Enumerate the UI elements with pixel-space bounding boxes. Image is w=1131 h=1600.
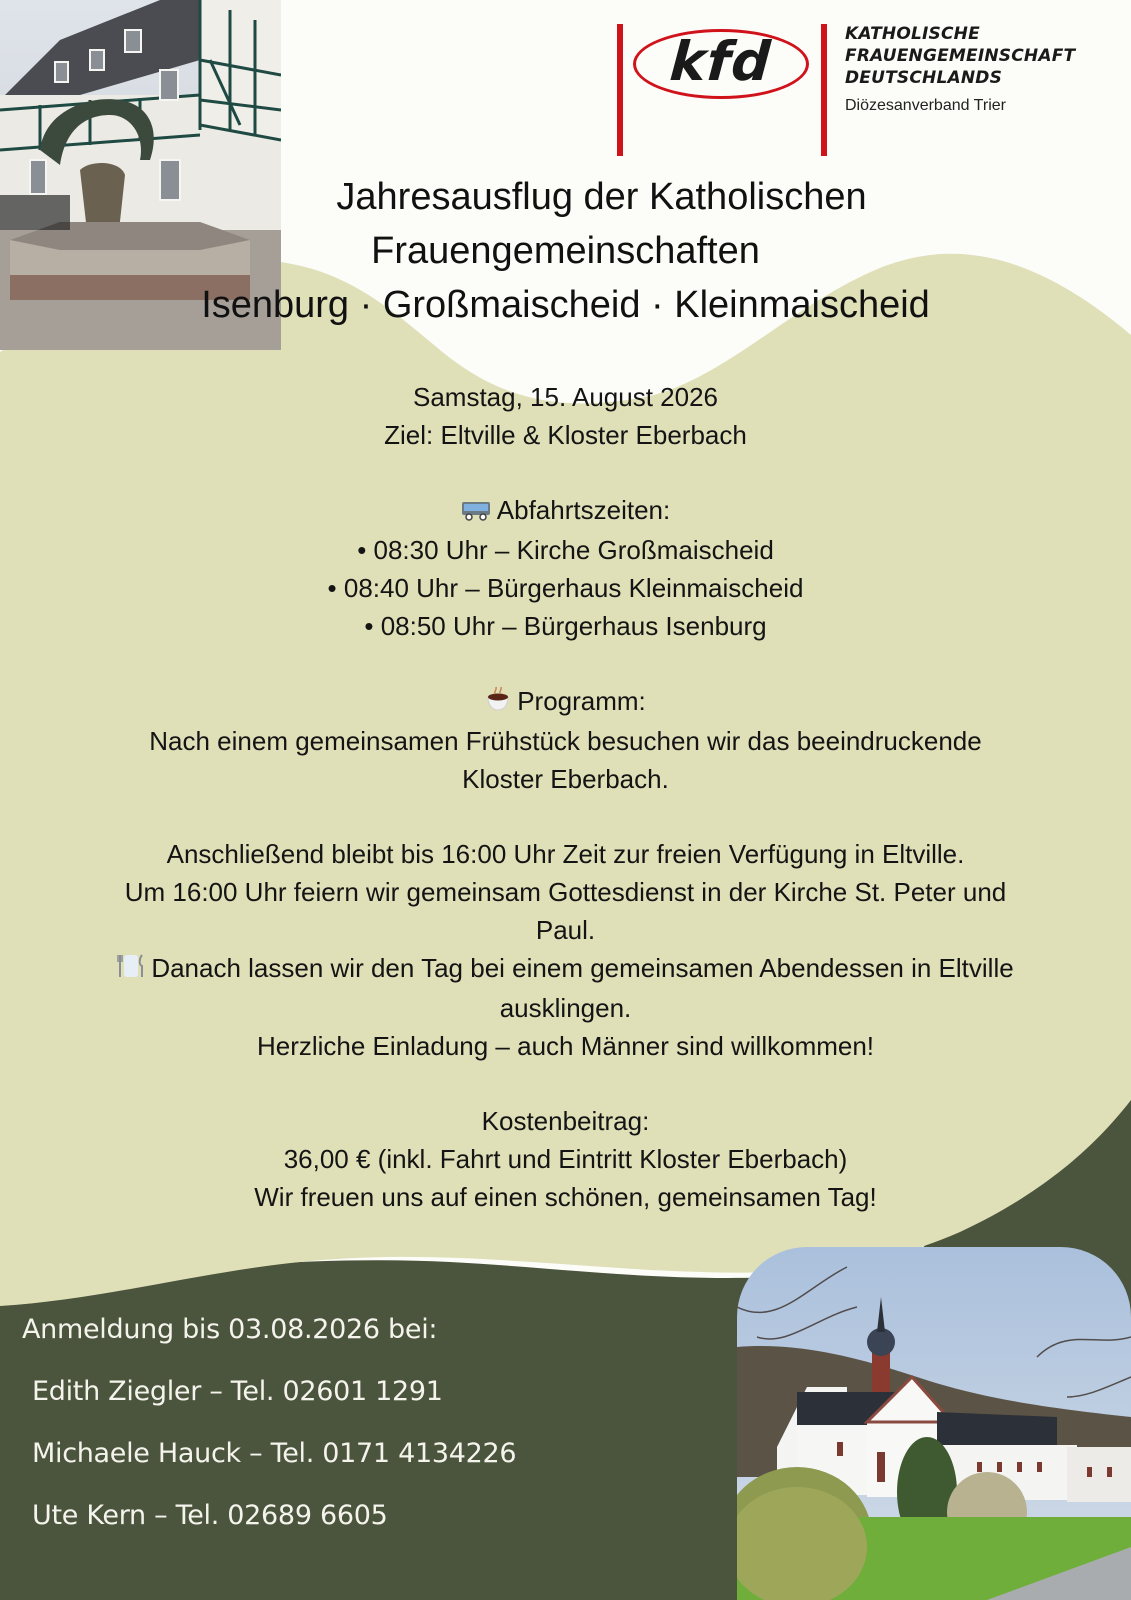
program-intro-line: Kloster Eberbach. (462, 764, 669, 795)
headline-line-3: Isenburg · Großmaischeid · Kleinmaischeid (201, 284, 930, 326)
kloster-eberbach-image (737, 1247, 1131, 1600)
logo-oval (633, 29, 809, 99)
contact-item: Michaele Hauck – Tel. 0171 4134226 (32, 1438, 517, 1469)
event-details (0, 378, 1131, 1216)
dinner-line (0, 949, 1131, 989)
logo-right-bar (821, 24, 827, 156)
departure-item: • 08:30 Uhr – Kirche Großmaischeid (357, 535, 774, 566)
org-subtitle: Diözesanverband Trier (845, 97, 1006, 114)
event-destination: Ziel: Eltville & Kloster Eberbach (384, 420, 747, 450)
headline-line-2: Frauengemeinschaften (371, 230, 760, 272)
event-date: Samstag, 15. August 2026 (413, 382, 718, 412)
registration-title: Anmeldung bis 03.08.2026 bei: (22, 1314, 438, 1345)
program-intro-line: Nach einem gemeinsamen Frühstück besuchen wir das beeindruckende (149, 726, 982, 757)
org-line-3: DEUTSCHLANDS (845, 68, 1003, 88)
registration (22, 1310, 516, 1536)
contact-item: Ute Kern – Tel. 02689 6605 (32, 1500, 388, 1531)
logo-mark: kfd (668, 30, 774, 93)
coffee-icon (485, 684, 511, 722)
headline (0, 170, 1131, 332)
program-detail-line: Paul. (535, 915, 596, 946)
org-line-1: KATHOLISCHE (845, 24, 980, 44)
plate-cutlery-icon (117, 951, 145, 989)
dinner-line-2: ausklingen. (499, 993, 632, 1024)
logo-left-bar (617, 24, 623, 156)
logo-org-name (845, 23, 1075, 115)
departures-heading (0, 491, 1131, 531)
program-heading-text: Programm: (517, 686, 646, 717)
departures-heading-text: Abfahrtszeiten: (496, 495, 671, 525)
contact-item: Edith Ziegler – Tel. 02601 1291 (32, 1376, 443, 1407)
bottom-right-photo (737, 1247, 1131, 1600)
departure-item: • 08:50 Uhr – Bürgerhaus Isenburg (364, 611, 767, 642)
bus-icon (461, 493, 491, 531)
cost-amount: 36,00 € (inkl. Fahrt und Eintritt Kloster Eberbach) (283, 1144, 848, 1175)
headline-line-1: Jahresausflug der Katholischen (336, 176, 867, 218)
program-detail-line: Um 16:00 Uhr feiern wir gemeinsam Gottesdienst in der Kirche St. Peter und (124, 877, 1007, 908)
invitation: Herzliche Einladung – auch Männer sind willkommen! (256, 1031, 875, 1062)
kfd-logo (615, 20, 1115, 160)
org-line-2: FRAUENGEMEINSCHAFT (845, 46, 1076, 66)
program-detail-line: Anschließend bleibt bis 16:00 Uhr Zeit zur freien Verfügung in Eltville. (166, 839, 965, 870)
cost-heading: Kostenbeitrag: (481, 1106, 650, 1137)
closing-line: Wir freuen uns auf einen schönen, gemeinsamen Tag! (254, 1182, 877, 1213)
departure-item: • 08:40 Uhr – Bürgerhaus Kleinmaischeid (327, 573, 804, 604)
program-heading (0, 682, 1131, 722)
dinner-text: Danach lassen wir den Tag bei einem gemeinsamen Abendessen in Eltville (151, 953, 1014, 984)
